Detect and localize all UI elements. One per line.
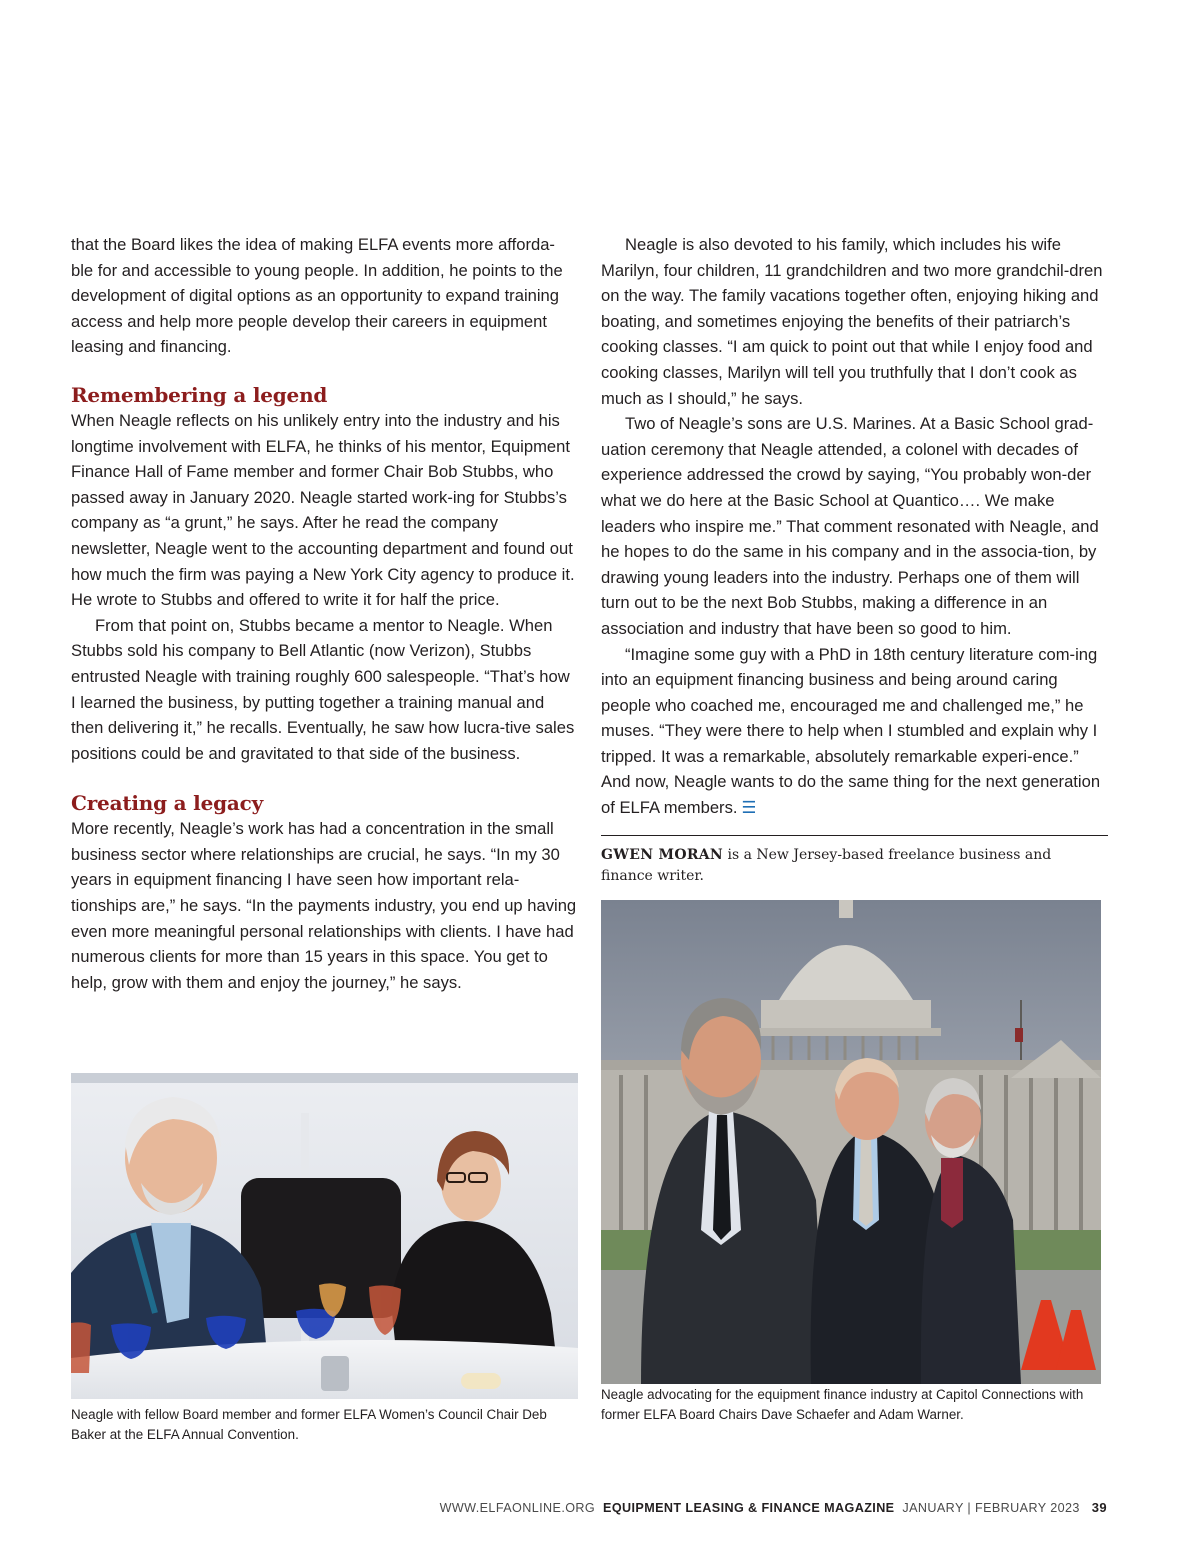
photo-caption-right: Neagle advocating for the equipment finance industry at Capitol Connections with former ELFA Board Chairs Dave Schaefer and Adam Warner. xyxy=(601,1387,1084,1422)
body-paragraph: More recently, Neagle’s work has had a concentration in the small business sector where relationships are crucial, he says. “In my 30 years in equipment financing I have seen how important rela-tionships are,” he says. “In the payments industry, you end up having even more meaningful personal relationships with clients. I have had numerous clients for more than 15 years in this space. You get to help, grow with them and enjoy the journey,” he says. xyxy=(71,819,577,992)
author-name: GWEN MORAN xyxy=(601,847,724,863)
body-paragraph: Two of Neagle’s sons are U.S. Marines. At a Basic School grad-uation ceremony that Neagle attended, a colonel with decades of experience addressed the crowd by saying, “You probably won-der what we do here at the Basic School at Quantico…. We make leaders who inspire me.” That comment resonated with Neagle, and he hopes to do the same in his company and in the associa-tion, by drawing young leaders into the industry. Perhaps one of them will turn out to be the next Bob Stubbs, making a difference in an association and industry that have been so good to him. xyxy=(601,414,1099,638)
photo-caption-left: Neagle with fellow Board member and former ELFA Women’s Council Chair Deb Baker at the ELFA Annual Convention. xyxy=(71,1407,547,1442)
right-column xyxy=(601,232,1108,821)
footer-url[interactable]: WWW.ELFAONLINE.ORG xyxy=(439,1501,596,1515)
photo-capitol-connections xyxy=(601,900,1101,1384)
bio-divider xyxy=(601,835,1108,836)
photo-capitol-illustration xyxy=(601,900,1101,1384)
photo-convention-table xyxy=(71,1073,578,1399)
closing-paragraph-text: “Imagine some guy with a PhD in 18th century literature com-ing into an equipment financing business and being around caring people who coached me, encouraged me and challenged me,” he muses. “They were there to help when I stumbled and explain why I tripped. It was a remarkable, absolutely remarkable experi-ence.” And now, Neagle wants to do the same thing for the next generation of ELFA members. xyxy=(601,644,1101,818)
author-bio xyxy=(601,845,1101,887)
end-of-article-icon: ☰ xyxy=(741,798,757,818)
heading-remembering-a-legend: Remembering a legend xyxy=(71,382,328,407)
page-footer xyxy=(440,1500,1107,1515)
footer-magazine-title: EQUIPMENT LEASING & FINANCE MAGAZINE xyxy=(603,1501,895,1515)
footer-issue-date: JANUARY | FEBRUARY 2023 xyxy=(902,1501,1080,1515)
author-bio-text: is a New Jersey-based freelance business and finance writer. xyxy=(601,847,1052,884)
photo-convention-illustration xyxy=(71,1073,578,1399)
intro-paragraph: that the Board likes the idea of making ELFA events more afforda-ble for and accessible to young people. In addition, he points to the development of digital options as an opportunity to expand training access and help more people develop their careers in equipment leasing and financing. xyxy=(71,235,563,357)
body-paragraph: From that point on, Stubbs became a mentor to Neagle. When Stubbs sold his company to Bell Atlantic (now Verizon), Stubbs entrusted Neagle with training roughly 600 salespeople. “That’s how I learned the business, by putting together a training manual and then delivering it,” he recalls. Eventually, he saw how lucra-tive sales positions could be and gravitated to that side of the business. xyxy=(71,615,575,763)
body-paragraph: When Neagle reflects on his unlikely entry into the industry and his longtime involvement with ELFA, he thinks of his mentor, Equipment Finance Hall of Fame member and former Chair Bob Stubbs, who passed away in January 2020. Neagle started work-ing for Stubbs’s company as “a grunt,” he says. After he read the company newsletter, Neagle went to the accounting department and found out how much the firm was paying a New York City agency to produce it. He wrote to Stubbs and offered to write it for half the price. xyxy=(71,410,575,610)
page-number: 39 xyxy=(1091,1500,1107,1515)
left-column xyxy=(71,232,577,995)
body-paragraph xyxy=(601,642,1108,821)
heading-creating-a-legacy: Creating a legacy xyxy=(71,791,264,816)
body-paragraph: Neagle is also devoted to his family, which includes his wife Marilyn, four children, 11 grandchildren and two more grandchil-dren on the way. The family vacations together often, enjoying hiking and boating, and sometimes enjoying the benefits of their patriarch’s cooking classes. “I am quick to point out that while I enjoy food and cooking classes, Marilyn will tell you truthfully that I don’t cook as much as I should,” he says. xyxy=(601,235,1103,408)
